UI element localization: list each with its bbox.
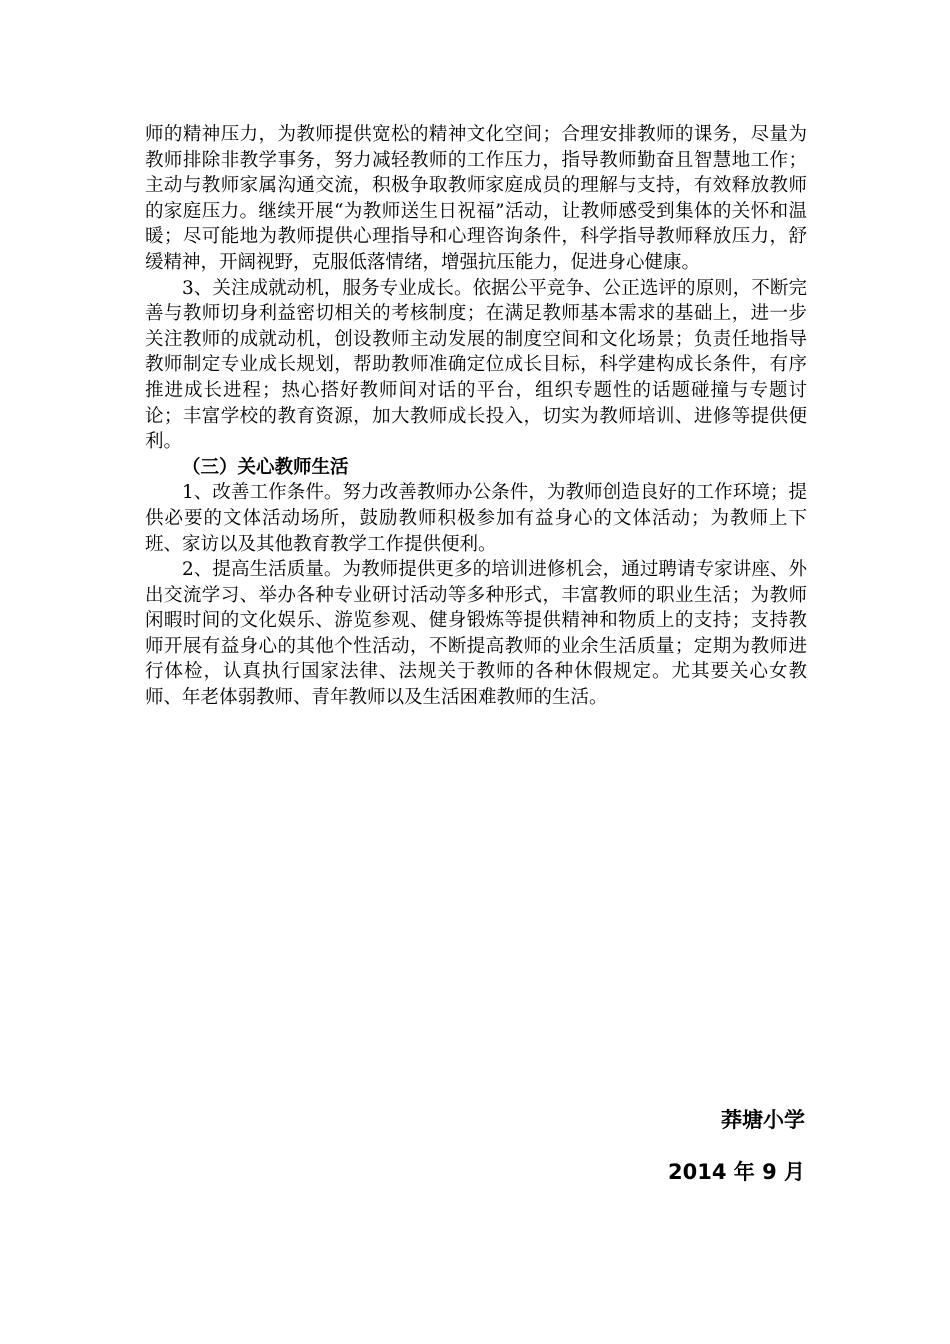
paragraph-life-quality: 2、提高生活质量。为教师提供更多的培训进修机会，通过聘请专家讲座、外出交流学习、举办各种专业研讨活动等多种形式，丰富教师的职业生活；为教师闲暇时间的文化娱乐、游览参观、健身锻炼等提供精神和物质上的支持；支持教师开展有益身心的其他个性活动，不断提高教师的业余生活质量；定期为教师进行体检，认真执行国家法律、法规关于教师的各种休假规定。尤其要关心女教师、年老体弱教师、青年教师以及生活困难教师的生活。 [145, 559, 807, 709]
signature-date: 2014 年 9 月 [668, 1160, 805, 1184]
paragraph-continuation: 师的精神压力，为教师提供宽松的精神文化空间；合理安排教师的课务，尽量为教师排除非教学事务，努力减轻教师的工作压力，指导教师勤奋且智慧地工作；主动与教师家属沟通交流，积极争取教师家庭成员的理解与支持，有效释放教师的家庭压力。继续开展“为教师送生日祝福”活动，让教师感受到集体的关怀和温暖；尽可能地为教师提供心理指导和心理咨询条件，科学指导教师释放压力，舒缓精神，开阔视野，克服低落情绪，增强抗压能力，促进身心健康。 [145, 124, 807, 273]
section-heading-care-teacher-life: （三）关心教师生活 [182, 456, 349, 478]
signature-school: 莽塘小学 [721, 1108, 805, 1132]
document-body [145, 122, 807, 711]
paragraph-achievement-motivation: 3、关注成就动机，服务专业成长。依据公平竞争、公正选评的原则，不断完善与教师切身利益密切相关的考核制度；在满足教师基本需求的基础上，进一步关注教师的成就动机，创设教师主动发展的制度空间和文化场景；负责任地指导教师制定专业成长规划，帮助教师准确定位成长目标，科学建构成长条件，有序推进成长进程；热心搭好教师间对话的平台，组织专题性的话题碰撞与专题讨论；丰富学校的教育资源，加大教师成长投入，切实为教师培训、进修等提供便利。 [145, 277, 807, 453]
paragraph-work-conditions: 1、改善工作条件。努力改善教师办公条件，为教师创造良好的工作环境；提供必要的文体活动场所，鼓励教师积极参加有益身心的文体活动；为教师上下班、家访以及其他教育教学工作提供便利。 [145, 482, 807, 555]
